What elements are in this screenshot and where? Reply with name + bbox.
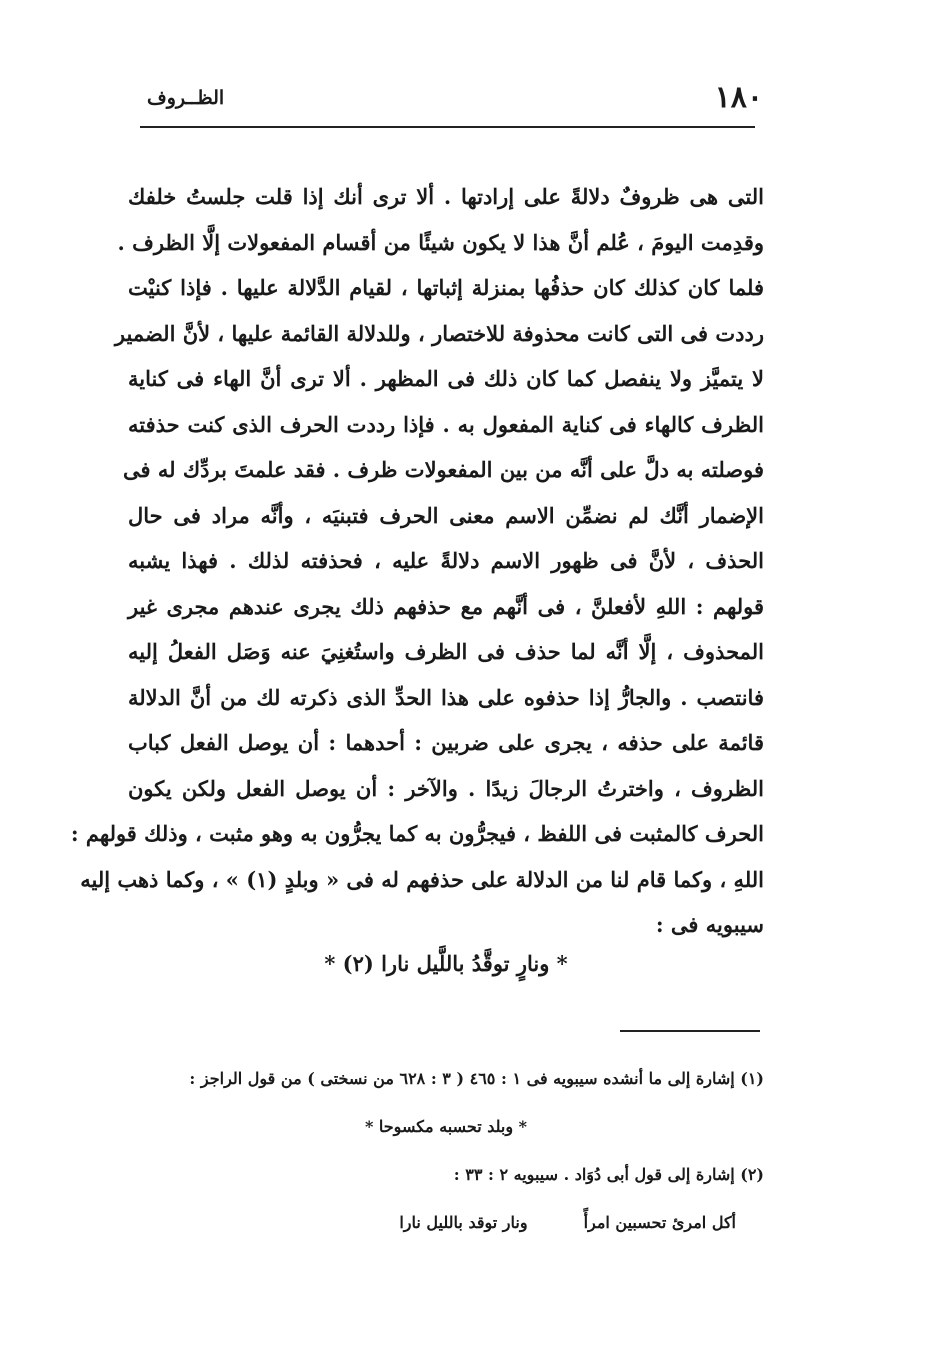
body-line: سيبويه فى :	[655, 912, 764, 937]
body-line: قولهم : اللهِ لأفعلنَّ ، فى أنَّهم مع حذفهم ذلك يجرى عندهم مجرى غير	[128, 593, 764, 619]
footnote-rule	[620, 1030, 760, 1032]
body-line: اللهِ ، وكما قام لنا من الدلالة على حذفهم له فى « وبلدٍ (١) » ، وكما ذهب إليه	[80, 866, 764, 892]
footnote-2-verse-second-hemistich: ونار توقد بالليل نارا	[399, 1213, 528, 1232]
body-line: الحذف ، لأنَّ فى ظهور الاسم دلالةً عليه ، فحذفته لذلك . فهذا يشبه	[128, 548, 764, 573]
footnote-1-verse: * وبلد تحسبه مكسوحا *	[364, 1117, 528, 1136]
body-line: الحرف كالمثبت فى اللفظ ، فيجرُّون به كما يجرُّون به وهو مثبت ، وذلك قولهم :	[70, 821, 764, 846]
body-line: وقدِمت اليومَ ، عُلم أنَّ هذا لا يكون شيئًا من أقسام المفعولات إلَّا الظرف .	[117, 229, 764, 255]
body-line: الظرف كالهاء فى كناية المفعول به . فإذا رددت الحرف الذى كنت حذفته	[128, 411, 764, 437]
page-number: ١٨٠	[714, 80, 763, 115]
verse-quote: * ونارٍ توقَّدُ باللَّيل نارا (٢) *	[324, 951, 568, 976]
footnotes	[128, 1055, 764, 1247]
body-line: الإضمار أنَّك لم نضمِّن الاسم معنى الحرف فتبنيَه ، وأنَّه مراد فى حال	[128, 502, 764, 528]
body-line: المحذوف ، إلَّا أنَّه لما حذف فى الظرف واستُغنِيَ عنه وَصَل الفعلُ إليه	[128, 639, 764, 664]
running-title: الظــروف	[147, 87, 225, 109]
footnote-2-verse	[128, 1199, 764, 1247]
body-line: التى هى ظروفٌ دلالةً على إرادتها . ألا ترى أنك إذا قلت جلستُ خلفك	[128, 184, 764, 209]
footnote-2-verse-first-hemistich: أكل امرئ تحسبين امرأً	[583, 1213, 736, 1232]
body-line: رددت فى التى كانت محذوفة للاختصار ، وللدلالة القائمة عليها ، لأنَّ الضمير	[114, 320, 764, 346]
footnote-2: (٢) إشارة إلى قول أبى دُوَاد . سيبويه ٢ : ٣٣ :	[453, 1165, 764, 1184]
footnote-1: (١) إشارة إلى ما أنشده سيبويه فى ١ : ٤٦٥ ( ٣ : ٦٢٨ من نسختى ) من قول الراجز :	[189, 1069, 764, 1088]
body-line: قائمة على حذفه ، يجرى على ضربين : أحدهما : أن يوصل الفعل كباب	[128, 730, 764, 755]
body-line: فلما كان كذلك كان حذفُها بمنزلة إثباتها ، لقيام الدَّلالة عليها . فإذا كنيْت	[128, 275, 764, 300]
body-text	[70, 174, 764, 948]
body-line: لا يتميَّز ولا ينفصل كما كان ذلك فى المظهر . ألا ترى أنَّ الهاء فى كناية	[128, 366, 764, 391]
header-rule	[140, 126, 755, 128]
body-line: فوصلته به دلَّ على أنَّه من بين المفعولات ظرف . فقد علمتَ بردِّك له فى	[123, 457, 764, 482]
running-head	[125, 78, 763, 118]
body-line: الظروف ، واخترتُ الرجالَ زيدًا . والآخر : أن يوصل الفعل ولكن يكون	[128, 775, 764, 801]
body-line: فانتصب . والجارُّ إذا حذفوه على هذا الحدِّ الذى ذكرته لك من أنَّ الدلالة	[128, 684, 764, 710]
